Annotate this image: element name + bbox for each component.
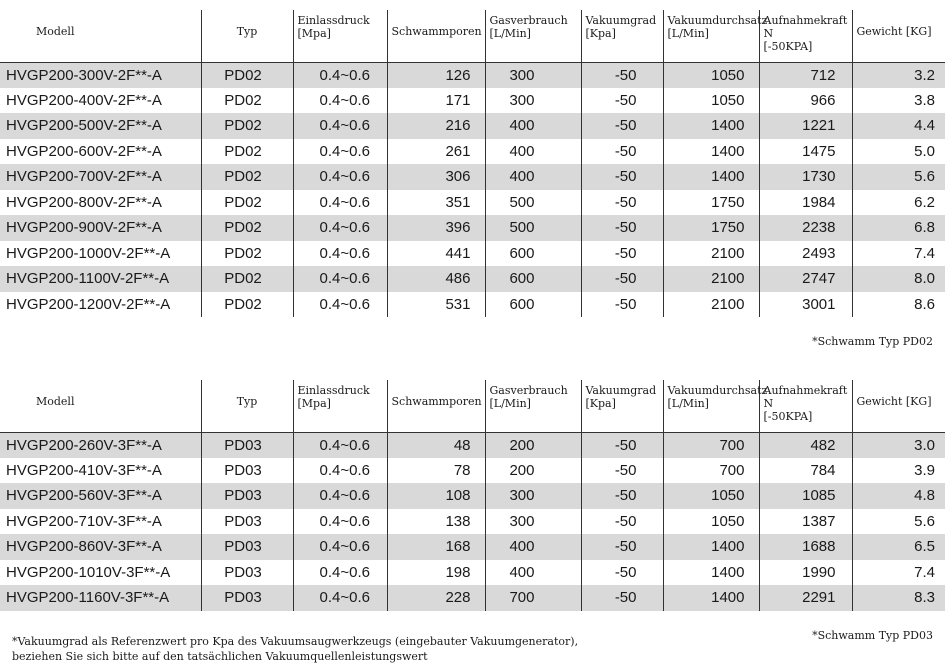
- cell-schwammporen: 306: [387, 164, 485, 190]
- table-row: [0, 292, 945, 318]
- cell-vakuumdurchsatz: 1400: [663, 534, 759, 560]
- header-aufnahmekraft: [759, 380, 852, 432]
- header-gewicht: [852, 380, 945, 432]
- header-gewicht: [852, 10, 945, 62]
- cell-schwammporen: 138: [387, 509, 485, 535]
- cell-typ: PD03: [201, 534, 293, 560]
- header-schwammporen: [387, 380, 485, 432]
- cell-gasverbrauch: 400: [485, 164, 581, 190]
- header-einlassdruck-label: Einlassdruck: [297, 384, 370, 397]
- cell-modell: HVGP200-500V-2F**-A: [0, 113, 201, 139]
- cell-gewicht: 7.4: [852, 241, 945, 267]
- cell-vakuumdurchsatz: 1050: [663, 88, 759, 114]
- cell-vakuumgrad: -50: [581, 113, 663, 139]
- cell-vakuumgrad: -50: [581, 509, 663, 535]
- cell-schwammporen: 441: [387, 241, 485, 267]
- cell-typ: PD02: [201, 266, 293, 292]
- cell-modell: HVGP200-410V-3F**-A: [6, 461, 162, 479]
- table-row: [0, 585, 945, 611]
- cell-modell: HVGP200-600V-2F**-A: [6, 142, 162, 160]
- table-row: [0, 483, 945, 509]
- cell-einlassdruck: 0.4~0.6: [293, 215, 387, 241]
- cell-schwammporen: 216: [387, 113, 485, 139]
- cell-vakuumdurchsatz: 1750: [663, 215, 759, 241]
- cell-modell: HVGP200-300V-2F**-A: [0, 62, 201, 88]
- cell-vakuumdurchsatz: 2100: [663, 266, 759, 292]
- footnote-line-2: beziehen Sie sich bitte auf den tatsächlichen Vakuumquellenleistungswert: [12, 650, 428, 663]
- header-schwammporen-label: Schwammporen: [391, 25, 482, 38]
- cell-einlassdruck: 0.4~0.6: [293, 113, 387, 139]
- cell-modell: HVGP200-700V-2F**-A: [0, 164, 201, 190]
- header-aufnahmekraft-label: Aufnahmekraft N: [763, 384, 848, 410]
- cell-typ: PD02: [201, 190, 293, 216]
- cell-aufnahmekraft: 3001: [759, 292, 852, 318]
- cell-aufnahmekraft: 482: [759, 432, 852, 458]
- cell-gasverbrauch: 600: [485, 292, 581, 318]
- cell-gewicht: 5.6: [852, 509, 945, 535]
- cell-vakuumgrad: -50: [581, 190, 663, 216]
- cell-vakuumdurchsatz: 1400: [663, 113, 759, 139]
- table-row: [0, 113, 945, 139]
- table-row: [0, 215, 945, 241]
- cell-typ: PD02: [201, 215, 293, 241]
- header-einlassdruck: [293, 380, 387, 432]
- cell-schwammporen: 78: [387, 458, 485, 484]
- header-row: [0, 380, 945, 432]
- cell-schwammporen: 486: [387, 266, 485, 292]
- header-einlassdruck-unit: [Mpa]: [297, 27, 331, 40]
- cell-gasverbrauch: 700: [485, 585, 581, 611]
- header-schwammporen: [387, 10, 485, 62]
- header-gewicht-label: Gewicht [KG]: [856, 395, 932, 408]
- header-vakuumgrad: [581, 380, 663, 432]
- header-aufnahmekraft-unit: [-50KPA]: [763, 410, 813, 423]
- cell-aufnahmekraft: 1221: [759, 113, 852, 139]
- table-row: [0, 190, 945, 216]
- sponge-type-note-pd02: *Schwamm Typ PD02: [812, 335, 933, 348]
- cell-einlassdruck: 0.4~0.6: [293, 585, 387, 611]
- cell-modell: HVGP200-1100V-2F**-A: [0, 266, 201, 292]
- header-typ: [201, 380, 293, 432]
- header-aufnahmekraft: [759, 10, 852, 62]
- cell-aufnahmekraft: 1984: [759, 190, 852, 216]
- cell-vakuumdurchsatz: 1050: [663, 62, 759, 88]
- cell-einlassdruck: 0.4~0.6: [293, 88, 387, 114]
- cell-vakuumgrad: -50: [581, 62, 663, 88]
- cell-vakuumgrad: -50: [581, 164, 663, 190]
- spec-table-pd02: [0, 10, 945, 317]
- cell-gewicht: 6.8: [852, 215, 945, 241]
- header-gasverbrauch: [485, 10, 581, 62]
- cell-modell: HVGP200-400V-2F**-A: [6, 91, 162, 109]
- cell-vakuumdurchsatz: 1050: [663, 483, 759, 509]
- cell-gewicht: 4.8: [852, 483, 945, 509]
- cell-vakuumdurchsatz: 1050: [663, 509, 759, 535]
- header-modell-label: Modell: [36, 395, 75, 408]
- sponge-type-note-pd03: *Schwamm Typ PD03: [812, 629, 933, 642]
- cell-vakuumdurchsatz: 700: [663, 458, 759, 484]
- cell-vakuumgrad: -50: [581, 483, 663, 509]
- cell-schwammporen: 171: [387, 88, 485, 114]
- cell-gewicht: 5.6: [852, 164, 945, 190]
- cell-vakuumdurchsatz: 700: [663, 432, 759, 458]
- header-modell: [0, 380, 201, 432]
- cell-modell: HVGP200-860V-3F**-A: [0, 534, 201, 560]
- table-row: [0, 560, 945, 586]
- cell-modell: HVGP200-800V-2F**-A: [6, 193, 162, 211]
- cell-schwammporen: 48: [387, 432, 485, 458]
- cell-schwammporen: 168: [387, 534, 485, 560]
- cell-aufnahmekraft: 1387: [759, 509, 852, 535]
- cell-modell: HVGP200-1010V-3F**-A: [6, 563, 171, 581]
- cell-aufnahmekraft: 1730: [759, 164, 852, 190]
- cell-gasverbrauch: 200: [485, 432, 581, 458]
- cell-aufnahmekraft: 2238: [759, 215, 852, 241]
- cell-gewicht: 7.4: [852, 560, 945, 586]
- footnote-line-1: *Vakuumgrad als Referenzwert pro Kpa des Vakuumsaugwerkzeugs (eingebauter Vakuumgenerator),: [12, 635, 579, 648]
- header-vakuumgrad-unit: [Kpa]: [585, 397, 616, 410]
- cell-einlassdruck: 0.4~0.6: [293, 432, 387, 458]
- table-row: [0, 139, 945, 165]
- cell-vakuumgrad: -50: [581, 458, 663, 484]
- cell-einlassdruck: 0.4~0.6: [293, 292, 387, 318]
- cell-typ: PD02: [201, 62, 293, 88]
- header-gasverbrauch-label: Gasverbrauch: [489, 384, 568, 397]
- cell-einlassdruck: 0.4~0.6: [293, 560, 387, 586]
- cell-gewicht: 6.2: [852, 190, 945, 216]
- cell-aufnahmekraft: 2493: [759, 241, 852, 267]
- cell-aufnahmekraft: 966: [759, 88, 852, 114]
- header-vakuumgrad: [581, 10, 663, 62]
- table-row: [0, 534, 945, 560]
- header-vakuumdurchsatz-unit: [L/Min]: [667, 397, 709, 410]
- cell-vakuumdurchsatz: 1750: [663, 190, 759, 216]
- cell-einlassdruck: 0.4~0.6: [293, 483, 387, 509]
- cell-einlassdruck: 0.4~0.6: [293, 241, 387, 267]
- cell-schwammporen: 228: [387, 585, 485, 611]
- table-row: [0, 266, 945, 292]
- cell-typ: PD03: [201, 560, 293, 586]
- cell-vakuumgrad: -50: [581, 241, 663, 267]
- cell-schwammporen: 351: [387, 190, 485, 216]
- cell-einlassdruck: 0.4~0.6: [293, 190, 387, 216]
- cell-vakuumdurchsatz: 1400: [663, 560, 759, 586]
- cell-einlassdruck: 0.4~0.6: [293, 534, 387, 560]
- cell-vakuumdurchsatz: 1400: [663, 164, 759, 190]
- spec-table-pd03: [0, 380, 945, 611]
- cell-vakuumgrad: -50: [581, 534, 663, 560]
- cell-gewicht: 8.6: [852, 292, 945, 318]
- header-modell: [0, 10, 201, 62]
- cell-vakuumgrad: -50: [581, 560, 663, 586]
- cell-aufnahmekraft: 1990: [759, 560, 852, 586]
- header-vakuumgrad-label: Vakuumgrad: [585, 14, 657, 27]
- cell-modell: HVGP200-1200V-2F**-A: [6, 295, 171, 313]
- header-einlassdruck-unit: [Mpa]: [297, 397, 331, 410]
- header-vakuumdurchsatz: [663, 380, 768, 432]
- cell-gewicht: 3.2: [852, 62, 945, 88]
- header-vakuumdurchsatz: [663, 10, 768, 62]
- cell-modell: HVGP200-1000V-2F**-A: [6, 244, 171, 262]
- cell-schwammporen: 261: [387, 139, 485, 165]
- cell-gasverbrauch: 200: [485, 458, 581, 484]
- cell-gasverbrauch: 400: [485, 139, 581, 165]
- cell-schwammporen: 396: [387, 215, 485, 241]
- header-modell-label: Modell: [36, 25, 75, 38]
- header-vakuumgrad-label: Vakuumgrad: [585, 384, 657, 397]
- header-typ-label: Typ: [236, 395, 258, 408]
- cell-gasverbrauch: 300: [485, 509, 581, 535]
- cell-typ: PD02: [201, 292, 293, 318]
- cell-aufnahmekraft: 784: [759, 458, 852, 484]
- header-schwammporen-label: Schwammporen: [391, 395, 482, 408]
- cell-vakuumdurchsatz: 2100: [663, 241, 759, 267]
- cell-gewicht: 5.0: [852, 139, 945, 165]
- cell-gasverbrauch: 300: [485, 88, 581, 114]
- header-vakuumdurchsatz-label: Vakuumdurchsatz: [667, 384, 768, 397]
- header-aufnahmekraft-unit: [-50KPA]: [763, 40, 813, 53]
- cell-vakuumgrad: -50: [581, 292, 663, 318]
- cell-modell: HVGP200-560V-3F**-A: [0, 483, 201, 509]
- cell-gasverbrauch: 600: [485, 241, 581, 267]
- cell-gewicht: 4.4: [852, 113, 945, 139]
- cell-typ: PD02: [201, 241, 293, 267]
- cell-gasverbrauch: 500: [485, 215, 581, 241]
- header-aufnahmekraft-label: Aufnahmekraft N: [763, 14, 848, 40]
- cell-vakuumgrad: -50: [581, 585, 663, 611]
- header-gewicht-label: Gewicht [KG]: [856, 25, 932, 38]
- cell-typ: PD03: [201, 585, 293, 611]
- cell-typ: PD03: [201, 458, 293, 484]
- cell-gasverbrauch: 400: [485, 534, 581, 560]
- cell-einlassdruck: 0.4~0.6: [293, 62, 387, 88]
- cell-typ: PD02: [201, 113, 293, 139]
- cell-gewicht: 3.0: [852, 432, 945, 458]
- cell-einlassdruck: 0.4~0.6: [293, 509, 387, 535]
- cell-einlassdruck: 0.4~0.6: [293, 139, 387, 165]
- header-typ: [201, 10, 293, 62]
- cell-aufnahmekraft: 2747: [759, 266, 852, 292]
- cell-modell: HVGP200-1160V-3F**-A: [0, 585, 201, 611]
- cell-einlassdruck: 0.4~0.6: [293, 266, 387, 292]
- cell-vakuumgrad: -50: [581, 139, 663, 165]
- cell-einlassdruck: 0.4~0.6: [293, 164, 387, 190]
- cell-typ: PD02: [201, 88, 293, 114]
- cell-gasverbrauch: 600: [485, 266, 581, 292]
- table-row: [0, 88, 945, 114]
- header-row: [0, 10, 945, 62]
- header-gasverbrauch-unit: [L/Min]: [489, 27, 531, 40]
- header-gasverbrauch: [485, 380, 581, 432]
- cell-typ: PD03: [201, 483, 293, 509]
- header-vakuumdurchsatz-label: Vakuumdurchsatz: [667, 14, 768, 27]
- cell-vakuumdurchsatz: 1400: [663, 139, 759, 165]
- cell-einlassdruck: 0.4~0.6: [293, 458, 387, 484]
- cell-aufnahmekraft: 1085: [759, 483, 852, 509]
- header-typ-label: Typ: [236, 25, 258, 38]
- table-row: [0, 509, 945, 535]
- table-row: [0, 62, 945, 88]
- cell-typ: PD02: [201, 164, 293, 190]
- table-row: [0, 241, 945, 267]
- cell-schwammporen: 531: [387, 292, 485, 318]
- cell-vakuumgrad: -50: [581, 88, 663, 114]
- header-gasverbrauch-label: Gasverbrauch: [489, 14, 568, 27]
- cell-gewicht: 8.3: [852, 585, 945, 611]
- cell-gasverbrauch: 300: [485, 483, 581, 509]
- cell-gewicht: 3.9: [852, 458, 945, 484]
- cell-schwammporen: 108: [387, 483, 485, 509]
- cell-modell: HVGP200-710V-3F**-A: [6, 512, 162, 530]
- cell-typ: PD03: [201, 509, 293, 535]
- cell-vakuumdurchsatz: 2100: [663, 292, 759, 318]
- cell-gewicht: 8.0: [852, 266, 945, 292]
- cell-schwammporen: 126: [387, 62, 485, 88]
- cell-typ: PD03: [201, 432, 293, 458]
- cell-gasverbrauch: 300: [485, 62, 581, 88]
- table-row: [0, 458, 945, 484]
- header-vakuumgrad-unit: [Kpa]: [585, 27, 616, 40]
- cell-gewicht: 3.8: [852, 88, 945, 114]
- cell-aufnahmekraft: 1688: [759, 534, 852, 560]
- cell-vakuumgrad: -50: [581, 432, 663, 458]
- cell-gasverbrauch: 400: [485, 113, 581, 139]
- header-einlassdruck-label: Einlassdruck: [297, 14, 370, 27]
- cell-aufnahmekraft: 2291: [759, 585, 852, 611]
- cell-schwammporen: 198: [387, 560, 485, 586]
- cell-vakuumgrad: -50: [581, 266, 663, 292]
- cell-gasverbrauch: 400: [485, 560, 581, 586]
- header-einlassdruck: [293, 10, 387, 62]
- cell-gasverbrauch: 500: [485, 190, 581, 216]
- cell-typ: PD02: [201, 139, 293, 165]
- header-gasverbrauch-unit: [L/Min]: [489, 397, 531, 410]
- cell-modell: HVGP200-260V-3F**-A: [0, 432, 201, 458]
- cell-gewicht: 6.5: [852, 534, 945, 560]
- cell-vakuumgrad: -50: [581, 215, 663, 241]
- cell-modell: HVGP200-900V-2F**-A: [0, 215, 201, 241]
- cell-vakuumdurchsatz: 1400: [663, 585, 759, 611]
- cell-aufnahmekraft: 712: [759, 62, 852, 88]
- header-vakuumdurchsatz-unit: [L/Min]: [667, 27, 709, 40]
- table-row: [0, 164, 945, 190]
- cell-aufnahmekraft: 1475: [759, 139, 852, 165]
- table-row: [0, 432, 945, 458]
